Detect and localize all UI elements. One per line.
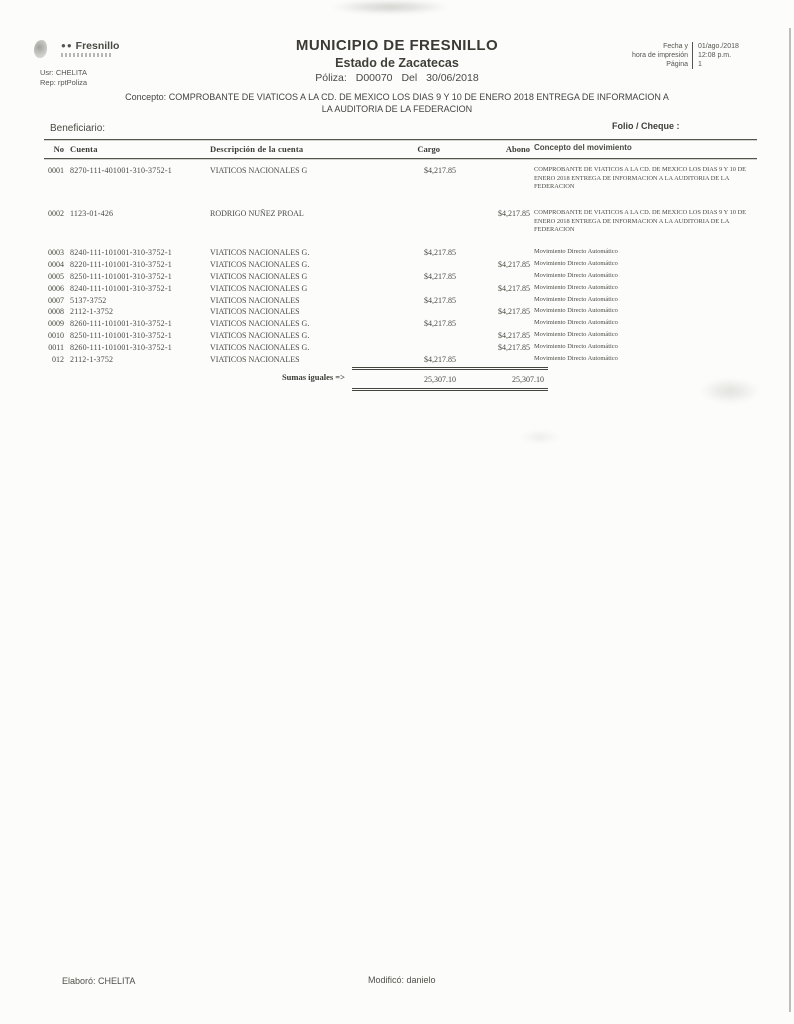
row-descripcion: VIATICOS NACIONALES G. — [210, 343, 310, 353]
poliza-line — [0, 72, 794, 84]
row-concepto: Movimiento Directo Automático — [534, 248, 618, 255]
row-concepto: COMPROBANTE DE VIATICOS A LA CD. DE MEXICO LOS DIAS 9 Y 10 DE ENERO 2018 ENTREGA DE INFORMACION A LA AUDITORIA DE LA FEDERACION — [534, 166, 747, 191]
table-header — [40, 144, 758, 154]
row-cuenta: 5137-3752 — [70, 295, 107, 305]
print-page-label: Página — [666, 61, 688, 68]
row-no: 012 — [52, 355, 64, 365]
row-no: 0005 — [48, 271, 64, 281]
sums-totals — [352, 367, 548, 391]
row-descripcion: VIATICOS NACIONALES G. — [210, 259, 310, 269]
row-descripcion: VIATICOS NACIONALES G. — [210, 319, 310, 329]
table-row — [40, 331, 758, 343]
sums-abono-total: 25,307.10 — [512, 374, 544, 384]
row-no: 0002 — [48, 209, 64, 218]
row-cargo: $4,217.85 — [424, 319, 456, 329]
row-cuenta: 2112-1-3752 — [70, 307, 114, 317]
table-row — [40, 355, 758, 367]
page-title: MUNICIPIO DE FRESNILLO — [295, 37, 499, 54]
table-row — [40, 284, 758, 296]
row-abono: $4,217.85 — [498, 307, 530, 317]
row-concepto: Movimiento Directo Automático — [534, 259, 618, 267]
row-no: 0003 — [48, 248, 64, 257]
poliza-number: D00070 — [355, 72, 393, 84]
header-no: No — [53, 144, 64, 154]
header-concepto: Concepto del movimiento — [534, 143, 632, 152]
poliza-del-label: Del — [401, 72, 418, 84]
row-abono: $4,217.85 — [498, 283, 530, 293]
folio-cheque-label: Folio / Cheque : — [612, 121, 680, 131]
row-descripcion: VIATICOS NACIONALES G — [210, 166, 308, 175]
row-descripcion: VIATICOS NACIONALES G — [210, 271, 308, 281]
row-cuenta: 8240-111-101001-310-3752-1 — [70, 248, 172, 257]
row-concepto: Movimiento Directo Automático — [534, 343, 618, 351]
row-descripcion: VIATICOS NACIONALES — [210, 307, 300, 317]
row-cuenta: 8260-111-101001-310-3752-1 — [70, 343, 172, 353]
print-date-value: 01/ago./2018 — [698, 43, 739, 50]
row-concepto: Movimiento Directo Automático — [534, 283, 618, 291]
row-cuenta: 8220-111-101001-310-3752-1 — [70, 259, 172, 269]
row-cuenta: 8250-111-101001-310-3752-1 — [70, 271, 172, 281]
page-subtitle: Estado de Zacatecas — [335, 56, 459, 70]
row-cuenta: 8260-111-101001-310-3752-1 — [70, 319, 172, 329]
row-no: 0007 — [48, 295, 64, 305]
row-descripcion: VIATICOS NACIONALES — [210, 355, 300, 365]
divider — [44, 158, 757, 159]
row-no: 0009 — [48, 319, 64, 329]
report-line: Rep: rptPoliza — [40, 78, 88, 87]
row-no: 0011 — [48, 343, 64, 353]
row-no: 0008 — [48, 307, 64, 317]
row-abono: $4,217.85 — [498, 259, 530, 269]
table-row — [40, 209, 758, 248]
print-info — [632, 42, 756, 69]
row-concepto: Movimiento Directo Automático — [534, 307, 618, 315]
row-concepto: Movimiento Directo Automático — [534, 319, 618, 327]
scan-smudge — [520, 430, 560, 444]
print-time-label: hora de impresión — [631, 52, 688, 59]
row-cuenta: 1123-01-426 — [70, 209, 114, 218]
concepto-block — [30, 92, 764, 115]
concepto-text1: COMPROBANTE DE VIATICOS A LA CD. DE MEXICO LOS DIAS 9 Y 10 DE ENERO 2018 ENTREGA DE INFORMACION A — [168, 92, 669, 102]
print-page-value: 1 — [698, 61, 702, 68]
row-cuenta: 8240-111-101001-310-3752-1 — [70, 283, 172, 293]
row-concepto: Movimiento Directo Automático — [534, 271, 618, 279]
divider — [44, 139, 757, 140]
modifico-line: Modificó: danielo — [368, 975, 436, 985]
row-descripcion: VIATICOS NACIONALES G — [210, 283, 308, 293]
header-descripcion: Descripción de la cuenta — [210, 144, 304, 154]
scan-edge-line — [789, 28, 791, 1012]
elaboro-line: Elaboró: CHELITA — [62, 976, 136, 986]
row-cargo: $4,217.85 — [424, 248, 456, 257]
row-cuenta: 8270-111-401001-310-3752-1 — [70, 166, 172, 175]
poliza-label: Póliza: — [315, 72, 347, 84]
row-concepto: Movimiento Directo Automático — [534, 331, 618, 339]
beneficiario-label: Beneficiario: — [50, 123, 106, 134]
row-descripcion: RODRIGO NUÑEZ PROAL — [210, 209, 304, 218]
row-descripcion: VIATICOS NACIONALES G. — [210, 331, 310, 341]
row-cargo: $4,217.85 — [424, 166, 456, 175]
table-row — [40, 296, 758, 308]
row-cargo: $4,217.85 — [424, 271, 456, 281]
row-no: 0010 — [48, 331, 64, 341]
row-abono: $4,217.85 — [498, 209, 530, 218]
table-row — [40, 166, 758, 209]
sums-label: Sumas iguales => — [281, 372, 345, 382]
table-body — [40, 166, 758, 367]
row-cargo: $4,217.85 — [424, 295, 456, 305]
poliza-date: 30/06/2018 — [426, 72, 479, 84]
scan-smudge — [700, 378, 760, 404]
table-row — [40, 272, 758, 284]
row-concepto: Movimiento Directo Automático — [534, 295, 618, 303]
row-no: 0006 — [48, 283, 64, 293]
table-row — [40, 307, 758, 319]
row-descripcion: VIATICOS NACIONALES G. — [210, 248, 310, 257]
row-abono: $4,217.85 — [498, 343, 530, 353]
print-info-values — [693, 42, 756, 69]
concepto-line2: LA AUDITORIA DE LA FEDERACION — [321, 103, 473, 114]
row-concepto: COMPROBANTE DE VIATICOS A LA CD. DE MEXICO LOS DIAS 9 Y 10 DE ENERO 2018 ENTREGA DE INFORMACION A LA AUDITORIA DE LA FEDERACION — [534, 209, 747, 234]
row-no: 0001 — [48, 166, 64, 175]
print-time-value: 12:08 p.m. — [698, 52, 732, 59]
concepto-line1 — [30, 92, 764, 104]
concepto-label: Concepto: — [125, 92, 167, 102]
print-date-label: Fecha y — [663, 43, 688, 50]
header-cargo: Cargo — [417, 144, 440, 154]
logo-dots-icon: ●● — [61, 41, 73, 50]
table-row — [40, 343, 758, 355]
table-row — [40, 260, 758, 272]
row-cargo: $4,217.85 — [424, 355, 456, 365]
scan-smudge — [330, 0, 450, 14]
row-descripcion: VIATICOS NACIONALES — [210, 295, 300, 305]
row-abono: $4,217.85 — [498, 331, 530, 341]
row-concepto: Movimiento Directo Automático — [534, 355, 618, 363]
header-abono: Abono — [505, 144, 530, 154]
table-row — [40, 319, 758, 331]
row-cuenta: 2112-1-3752 — [70, 355, 114, 365]
sums-cargo-total: 25,307.10 — [424, 374, 456, 384]
user-line: Usr: CHELITA — [40, 68, 87, 77]
print-info-labels — [632, 42, 693, 69]
row-cuenta: 8250-111-101001-310-3752-1 — [70, 331, 172, 341]
header-cuenta: Cuenta — [70, 144, 98, 154]
table-row — [40, 248, 758, 260]
logo-name: Fresnillo — [75, 39, 120, 52]
row-no: 0004 — [48, 259, 64, 269]
